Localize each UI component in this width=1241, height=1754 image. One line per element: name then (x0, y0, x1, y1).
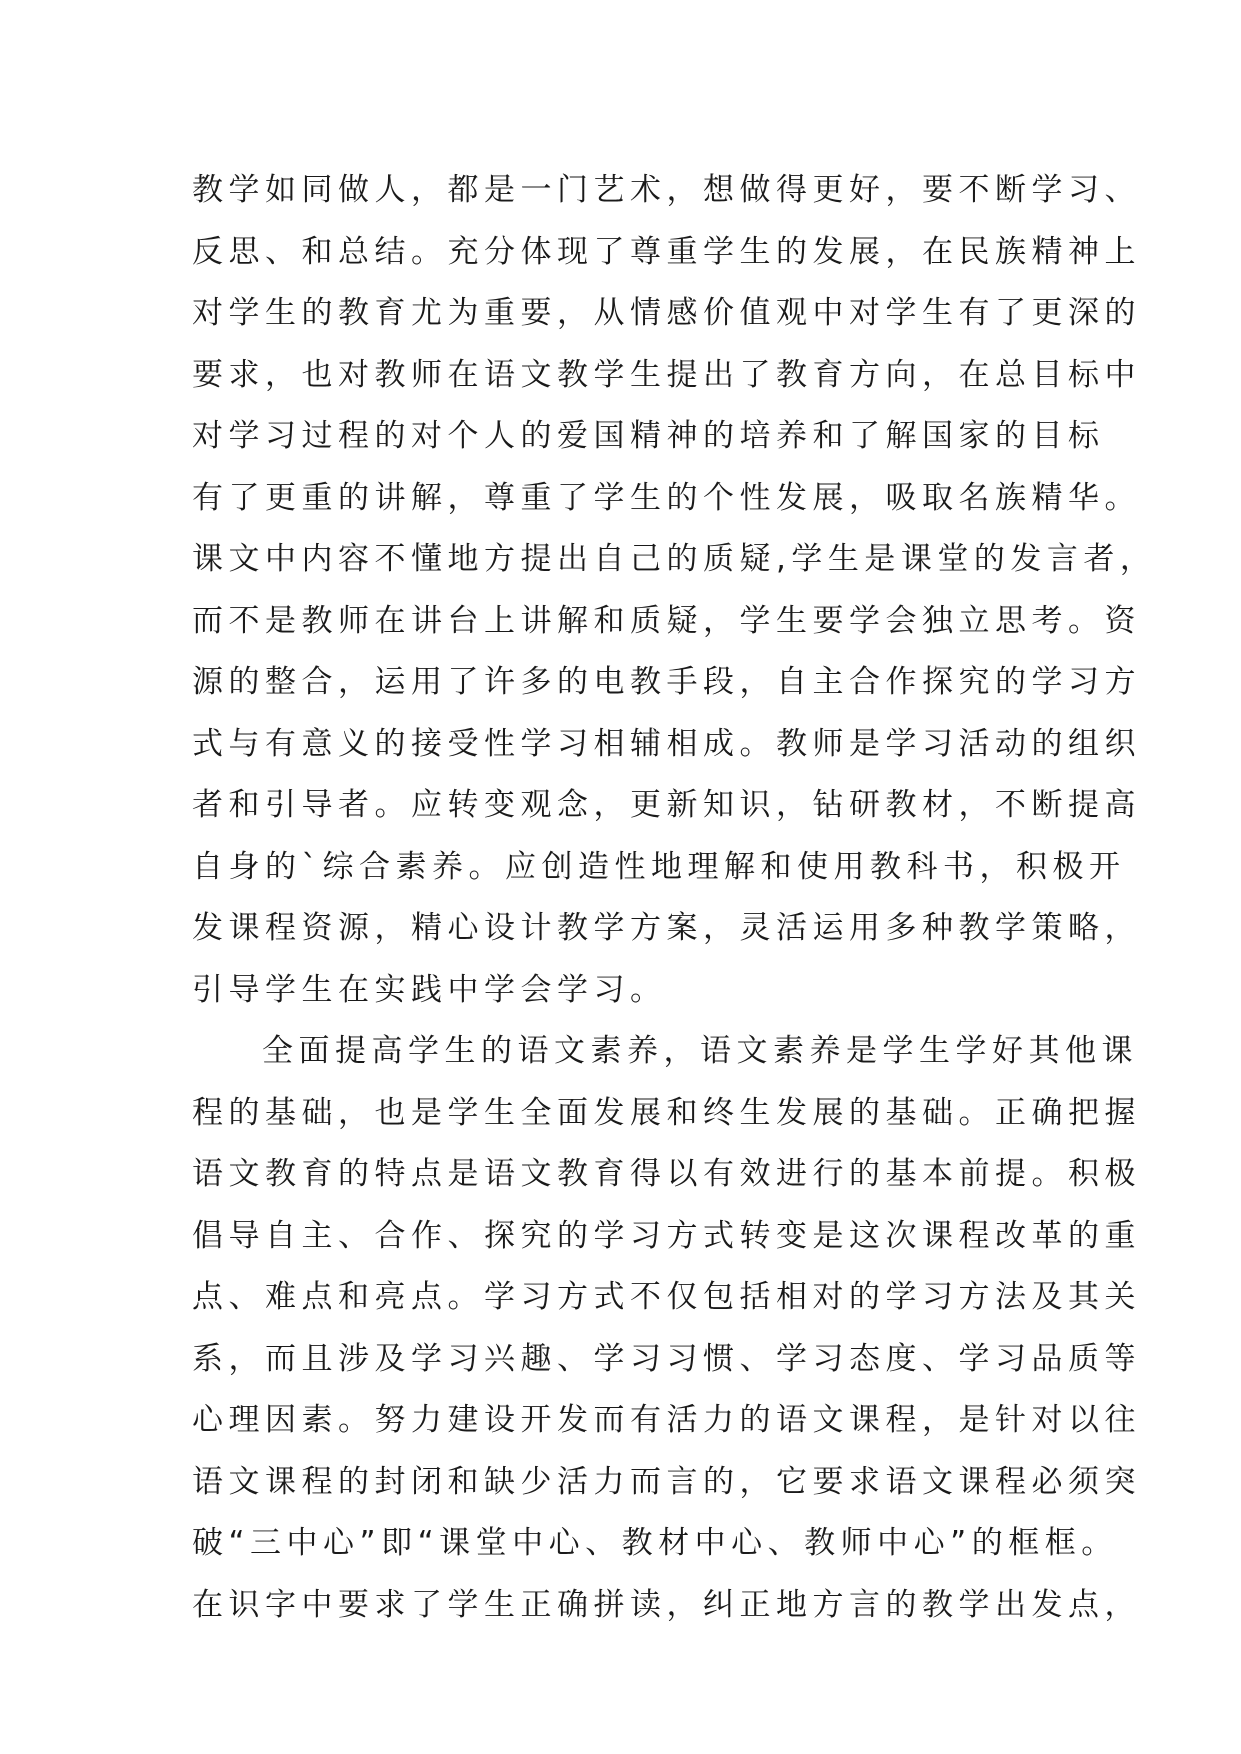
text-line: 发课程资源，精心设计教学方案，灵活运用多种教学策略， (192, 910, 1141, 946)
text-line: 心理因素。努力建设开发而有活力的语文课程，是针对以往 (192, 1402, 1141, 1438)
text-line: 课文中内容不懂地方提出自己的质疑,学生是课堂的发言者， (192, 541, 1157, 577)
text-line: 反思、和总结。充分体现了尊重学生的发展，在民族精神上 (192, 233, 1141, 270)
text-line: 点、难点和亮点。学习方式不仅包括相对的学习方法及其关 (192, 1279, 1141, 1315)
text-line: 引导学生在实践中学会学习。 (192, 971, 667, 1008)
text-line: 对学生的教育尤为重要，从情感价值观中对学生有了更深的 (192, 295, 1141, 331)
text-line: 倡导自主、合作、探究的学习方式转变是这次课程改革的重 (192, 1217, 1141, 1254)
text-line: 教学如同做人，都是一门艺术，想做得更好，要不断学习、 (192, 172, 1141, 208)
text-line: 源的整合，运用了许多的电教手段，自主合作探究的学习方 (192, 664, 1141, 700)
text-line: 破“三中心”即“课堂中心、教材中心、教师中心”的框框。 (192, 1525, 1118, 1561)
text-line: 式与有意义的接受性学习相辅相成。教师是学习活动的组织 (192, 725, 1141, 762)
text-line: 有了更重的讲解，尊重了学生的个性发展，吸取名族精华。 (192, 479, 1141, 516)
document-body (192, 160, 1157, 1636)
text-line: 全面提高学生的语文素养，语文素养是学生学好其他课 (262, 1033, 1138, 1069)
text-line: 在识字中要求了学生正确拼读，纠正地方言的教学出发点， (192, 1586, 1141, 1623)
text-line: 程的基础，也是学生全面发展和终生发展的基础。正确把握 (192, 1094, 1141, 1131)
text-line: 对学习过程的对个人的爱国精神的培养和了解国家的目标 (192, 418, 1105, 454)
text-line: 系，而且涉及学习兴趣、学习习惯、学习态度、学习品质等 (192, 1340, 1141, 1377)
text-line: 语文教育的特点是语文教育得以有效进行的基本前提。积极 (192, 1156, 1141, 1192)
paragraph-2 (192, 1021, 1141, 1636)
text-line: 而不是教师在讲台上讲解和质疑，学生要学会独立思考。资 (192, 602, 1141, 639)
text-line: 者和引导者。应转变观念，更新知识，钻研教材，不断提高 (192, 787, 1141, 823)
text-line: 语文课程的封闭和缺少活力而言的，它要求语文课程必须突 (192, 1463, 1141, 1500)
paragraph-1 (192, 160, 1157, 1021)
text-line: 要求，也对教师在语文教学生提出了教育方向，在总目标中 (192, 356, 1141, 393)
text-line: 自身的`综合素养。应创造性地理解和使用教科书，积极开 (192, 848, 1126, 885)
